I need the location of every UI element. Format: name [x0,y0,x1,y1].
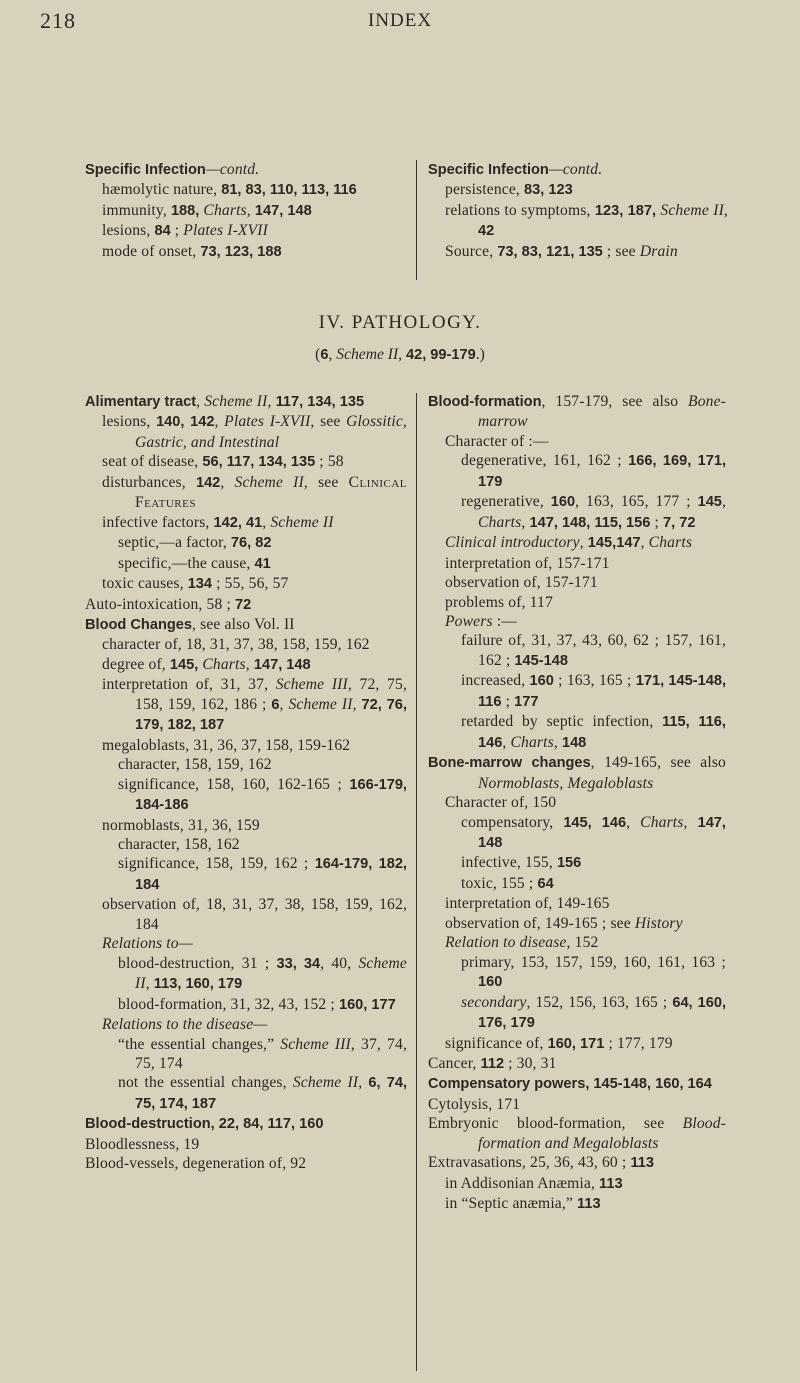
bold-text: 166-179, 184-186 [135,776,407,814]
top-right-column [428,160,728,262]
text: , 37, 74, 75, 174 [135,1035,408,1072]
index-subentry [428,533,726,553]
index-subentry [428,492,726,533]
bold-text: 123, 187, [594,202,661,219]
index-subentry [428,1194,726,1214]
bold-text: 6 [271,696,280,713]
bold-text: 6, 74, 75, 174, 187 [135,1075,407,1112]
small-caps-text: Clinical Features [135,473,407,512]
text: , [352,695,362,713]
text: primary, 153, 157, 159, 160, 161, 163 ; [461,953,726,971]
bold-text: 113, 160, 179 [153,976,243,993]
text: Embryonic blood-formation, see [428,1115,683,1133]
text: Cytolysis, 171 [428,1095,521,1113]
index-subentry [85,513,407,533]
bold-text: 145, [169,656,203,673]
bold-text: 160, 171 [547,1035,605,1052]
italic-text: Scheme II [234,473,304,491]
italic-text: Charts [478,513,522,531]
text: significance, 158, 160, 162-165 ; [118,775,350,793]
index-subentry [85,473,407,513]
text: normoblasts, 31, 36, 159 [102,816,260,834]
text: , see [310,413,347,431]
italic-text: Plates I-XVII [183,222,268,240]
index-entry [428,1074,726,1094]
bold-text: 164-179, 182, 184 [135,856,407,893]
index-subentry [428,894,726,913]
bold-text: 64 [537,875,554,892]
bold-text: 56, 117, 134, 135 [202,454,316,471]
text: , 40, [320,954,359,972]
text: disturbances, [102,473,196,491]
index-subentry [428,793,726,812]
text: regenerative, [461,493,551,511]
index-subentry [85,412,407,452]
text: ; [501,692,515,710]
text: toxic, 155 ; [461,874,538,892]
text: , 149-165, see also [590,754,726,772]
index-subentry [428,813,726,854]
text: , see also Vol. II [192,615,295,633]
bold-text: 7, 72 [663,514,696,531]
bold-text: 160 [550,494,576,511]
text: ; see [602,242,640,260]
text: hæmolytic nature, [102,181,222,199]
bold-text: 115, 116, 146 [478,714,726,751]
text: , [626,813,641,831]
italic-text: Charts [510,733,554,751]
text: , [683,813,698,831]
italic-text: Drain [639,242,678,260]
text: , [502,733,511,751]
text: specific,—the cause, [118,554,255,572]
index-subentry [85,201,411,221]
index-subentry [85,533,407,553]
index-entry [85,615,407,635]
index-entry [428,1095,726,1114]
index-subentry [85,775,407,816]
bold-text: Specific Infection [85,162,206,178]
index-subentry [85,574,407,594]
index-entry [85,595,407,615]
italic-text: Bone-marrow [478,393,726,431]
text: degree of, [102,655,170,673]
index-subentry [428,593,726,612]
bold-text: 147, 148 [478,814,726,851]
page-number: 218 [40,8,76,33]
bold-text: 42 [478,223,495,240]
italic-text: Scheme II [135,954,407,993]
italic-text: Charts [648,534,693,552]
text: , [214,413,225,431]
index-subentry [85,635,407,654]
text: blood-destruction, 31 ; [118,954,277,972]
bold-text: 147, 148 [253,656,311,673]
text: , [521,513,530,531]
index-subentry [85,452,407,472]
bold-text: 147, 148 [254,202,312,219]
text: Character of :— [445,432,549,450]
text: , [246,201,255,219]
text: , see [303,473,349,491]
running-head: INDEX [367,10,433,31]
text: , [579,534,588,552]
text: , [328,346,337,363]
index-subentry [85,835,407,854]
bold-text: 64, 160, 176, 179 [478,994,726,1032]
index-subentry [428,914,726,933]
bold-text: 81, 83, 110, 113, 116 [221,182,357,199]
index-subentry [85,675,407,735]
text: , [279,695,289,713]
bold-text: 83, 123 [524,182,573,199]
bold-text: 142 [195,474,221,491]
italic-text: Charts [640,813,684,831]
text: seat of disease, [102,453,203,471]
italic-text: Scheme II [660,201,724,219]
bold-text: Bone-marrow changes [428,755,591,772]
bold-text: 113 [599,1175,623,1192]
italic-text: Scheme II [336,346,399,363]
italic-text: Scheme III [275,676,348,694]
text: Source, [445,242,498,260]
text: character of, 18, 31, 37, 38, 158, 159, 162 [102,636,370,654]
text: , [220,473,235,491]
text: interpretation of, 157-171 [445,554,610,572]
italic-text: Normoblasts, Megaloblasts [478,774,654,792]
index-entry [428,1054,726,1074]
bold-text: 84 [154,223,171,240]
text: , 157-179, see also [541,393,689,410]
bold-text: 113 [630,1155,654,1172]
bold-text: 145 [697,494,722,511]
text: persistence, [445,181,525,199]
bold-text: 113 [577,1196,601,1213]
text: ; 58 [315,453,344,471]
index-subentry [85,242,411,262]
text: immunity, [102,201,171,219]
index-subentry [428,933,726,952]
text: interpretation of, 149-165 [445,895,610,913]
text: lesions, [102,222,155,240]
bold-text: 160 [529,673,554,690]
index-subentry [85,816,407,835]
index-subentry [428,432,726,451]
index-subentry [428,953,726,993]
text: , [358,1074,369,1092]
index-subentry [428,1174,726,1194]
bold-text: Blood-destruction, 22, 84, 117, 160 [85,1116,324,1133]
index-subentry [85,1015,407,1034]
italic-text: Relations to the disease— [102,1016,268,1034]
index-entry [428,160,728,180]
index-subentry [85,1035,407,1074]
text: infective factors, [102,513,214,531]
bold-text: 42, 99-179 [405,347,476,363]
text: , [145,975,154,993]
text: , [245,655,254,673]
index-entry [85,160,411,180]
text: Character of, 150 [445,794,557,812]
bold-text: 73, 123, 188 [200,243,282,260]
italic-text: Plates I-XVII [224,413,311,431]
bold-text: 148 [561,734,587,751]
italic-text: Scheme II [204,393,268,410]
index-entry [428,1114,726,1153]
text: , 72, 75, 158, 159, 162, 186 ; [135,676,408,713]
bold-text: 177 [514,693,539,710]
index-entry [85,1114,407,1134]
index-subentry [428,451,726,492]
index-subentry [85,954,407,995]
text: , 152, 156, 163, 165 ; [526,993,673,1011]
bold-text: 142, 41 [213,514,263,531]
text: ; 55, 56, 57 [212,575,289,593]
text: relations to symptoms, [445,201,595,219]
text: character, 158, 162 [118,835,240,853]
text: , [553,733,562,751]
text: in “Septic anæmia,” [445,1195,578,1213]
index-subentry [428,573,726,592]
index-subentry [428,201,728,242]
italic-text: Powers [445,612,493,630]
bold-text: 166, 169, 171, 179 [478,453,727,490]
column-divider-main [416,393,417,1371]
text: toxic causes, [102,575,188,593]
index-subentry [85,995,407,1015]
text: mode of onset, [102,242,201,260]
bold-text: 134 [187,576,213,593]
text: megaloblasts, 31, 36, 37, 158, 159-162 [102,736,351,754]
index-subentry [85,895,407,934]
bold-text: 72, 76, 179, 182, 187 [135,696,407,734]
text: failure of, 31, 37, 43, 60, 62 ; 157, 161, 162 ; [461,632,726,669]
text: “the essential changes,” [118,1035,281,1053]
text: Cancer, [428,1054,481,1072]
italic-text: Relation to disease [445,934,567,952]
index-subentry [85,1073,407,1114]
bold-text: 145-148 [514,652,568,669]
text: , [723,201,728,219]
text: :— [492,612,517,630]
bold-text: 156 [556,855,582,872]
index-entry [85,392,407,412]
bold-text: 145, 146 [563,814,627,831]
text: problems of, 117 [445,593,553,611]
index-entry [428,1153,726,1173]
bold-text: 188, [170,202,204,219]
index-subentry [428,631,726,671]
index-subentry [428,242,728,262]
index-entry [85,1154,407,1173]
text: blood-formation, 31, 32, 43, 152 ; [118,995,339,1013]
index-entry [428,753,726,793]
text: , [267,393,276,410]
text: observation of, 149-165 ; see [445,914,635,932]
text: ( [315,346,321,363]
index-subentry [428,993,726,1034]
index-entry [85,1135,407,1154]
text: , [640,534,649,552]
index-subentry [428,671,726,712]
bold-text: 72 [235,596,252,613]
text: not the essential changes, [118,1074,293,1092]
text: degenerative, 161, 162 ; [461,452,629,470]
index-subentry [428,554,726,573]
text: septic,—a factor, [118,534,231,552]
index-subentry [428,712,726,753]
bold-text: 145,147 [587,535,641,552]
bold-text: Blood Changes [85,616,193,633]
text: ; [650,513,663,531]
text: , [262,513,271,531]
text: ; 30, 31 [504,1054,557,1072]
text: significance, 158, 159, 162 ; [118,855,315,873]
bold-text: 147, 148, 115, 156 [529,514,651,531]
text: infective, 155, [461,854,557,872]
bold-text: 33, 34 [276,955,321,972]
italic-text: secondary [461,993,527,1011]
bold-text: 160, 177 [338,996,396,1013]
text: , [398,346,406,363]
text: observation of, 157-171 [445,574,598,592]
top-left-column [85,160,411,262]
bold-text: 41 [254,555,271,572]
text: , 152 [566,934,599,952]
text: , 163, 165, 177 ; [575,493,698,511]
text: in Addisonian Anæmia, [445,1174,600,1192]
index-subentry [85,854,407,895]
italic-text: Blood-formation and Megaloblasts [478,1115,726,1152]
text: observation of, 18, 31, 37, 38, 158, 159, 162, 184 [102,896,407,933]
italic-text: Clinical introductory [445,534,580,552]
text: increased, [461,672,530,690]
bold-text: Compensatory powers, 145-148, 160, 164 [428,1076,712,1093]
italic-text: —contd. [548,161,603,178]
index-entry [428,392,726,432]
bold-text: 112 [480,1055,505,1072]
index-subentry [428,853,726,873]
text: significance of, [445,1034,548,1052]
index-subentry [85,934,407,953]
italic-text: History [634,914,683,932]
index-subentry [85,221,411,241]
text: , [721,493,726,511]
bold-text: 140, 142 [156,414,215,431]
italic-text: Relations to— [102,935,193,953]
text: , [196,393,205,410]
text: character, 158, 159, 162 [118,756,272,774]
italic-text: —contd. [205,161,260,178]
bold-text: Blood-formation [428,394,542,410]
bold-text: Specific Infection [428,162,549,178]
left-index-column [85,392,407,1174]
italic-text: Charts [202,655,246,673]
italic-text: Scheme II [288,695,353,713]
text: .) [475,346,485,363]
index-subentry [85,554,407,574]
text: Blood-vessels, degeneration of, 92 [85,1155,307,1173]
column-divider-top [416,160,417,280]
index-subentry [428,180,728,200]
italic-text: Scheme II [270,513,334,531]
index-subentry [85,180,411,200]
text: Extravasations, 25, 36, 43, 60 ; [428,1154,631,1172]
bold-text: 76, 82 [230,535,272,552]
index-subentry [428,874,726,894]
bold-text: 73, 83, 121, 135 [497,243,603,260]
bold-text: 6 [320,347,329,363]
text: Bloodlessness, 19 [85,1135,200,1153]
bold-text: 117, 134, 135 [275,394,365,410]
text: Auto-intoxication, 58 ; [85,595,235,613]
italic-text: Scheme III [280,1035,351,1053]
text: compensatory, [461,813,564,831]
bold-text: 171, 145-148, 116 [478,673,727,710]
text: ; 177, 179 [604,1034,673,1052]
text: lesions, [102,413,157,431]
text: interpretation of, 31, 37, [102,676,276,694]
italic-text: Glossitic, Gastric, and Intestinal [135,413,407,451]
index-subentry [85,755,407,774]
index-subentry [85,655,407,675]
text: retarded by septic infection, [461,713,663,731]
bold-text: 160 [478,974,503,991]
text: ; 163, 165 ; [553,672,636,690]
index-subentry [428,612,726,631]
italic-text: Scheme II [292,1074,359,1092]
section-subheading [0,346,800,364]
text: ; [170,222,184,240]
index-subentry [85,736,407,755]
right-index-column [428,392,726,1215]
italic-text: Charts [203,201,247,219]
bold-text: Alimentary tract [85,394,197,410]
section-heading: IV. PATHOLOGY. [318,312,482,333]
index-subentry [428,1034,726,1054]
